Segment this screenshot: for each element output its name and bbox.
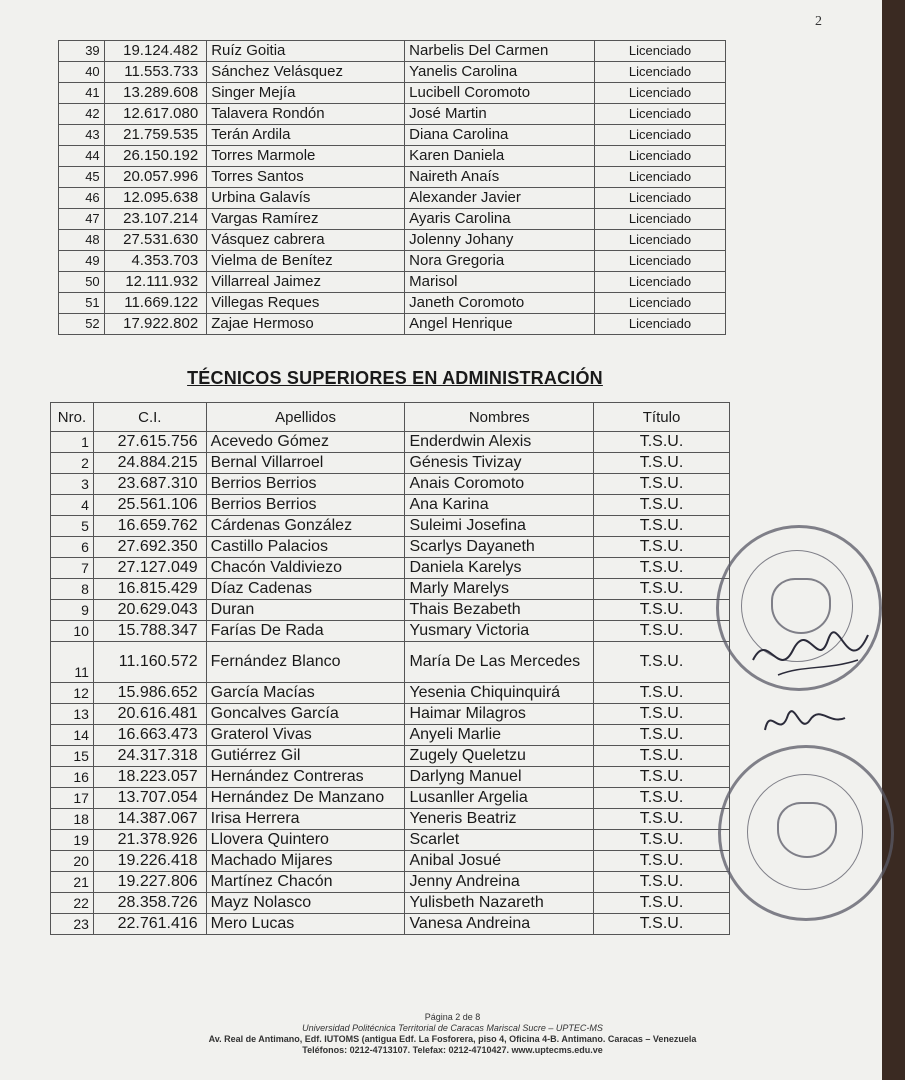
titulo-cell: T.S.U.	[594, 516, 730, 537]
table-row	[59, 83, 726, 104]
apellidos-cell: Torres Marmole	[207, 146, 405, 167]
table-row	[51, 453, 730, 474]
cedula-cell: 12.111.932	[104, 272, 207, 293]
row-number-cell: 47	[59, 209, 105, 230]
nombres-cell: Lucibell Coromoto	[405, 83, 595, 104]
table-row	[59, 314, 726, 335]
nombres-cell: José Martin	[405, 104, 595, 125]
apellidos-cell: Llovera Quintero	[206, 830, 405, 851]
titulo-cell: T.S.U.	[594, 600, 730, 621]
titulo-cell: T.S.U.	[594, 893, 730, 914]
nombres-cell: Zugely Queletzu	[405, 746, 594, 767]
titulo-cell: T.S.U.	[594, 474, 730, 495]
cedula-cell: 13.289.608	[104, 83, 207, 104]
nombres-cell: Nora Gregoria	[405, 251, 595, 272]
cedula-cell: 19.227.806	[93, 872, 206, 893]
header-nombres: Nombres	[405, 403, 594, 432]
table-row	[59, 230, 726, 251]
row-number-cell: 41	[59, 83, 105, 104]
nombres-cell: Scarlys Dayaneth	[405, 537, 594, 558]
nombres-cell: María De Las Mercedes	[405, 642, 594, 683]
table-row	[51, 621, 730, 642]
titulo-cell: Licenciado	[595, 83, 726, 104]
cedula-cell: 17.922.802	[104, 314, 207, 335]
footer-page-count: Página 2 de 8	[424, 1012, 481, 1022]
table-row	[51, 746, 730, 767]
row-number-cell: 16	[51, 767, 94, 788]
apellidos-cell: Díaz Cadenas	[206, 579, 405, 600]
titulo-cell: Licenciado	[595, 293, 726, 314]
apellidos-cell: Hernández Contreras	[206, 767, 405, 788]
nombres-cell: Marly Marelys	[405, 579, 594, 600]
nombres-cell: Ana Karina	[405, 495, 594, 516]
apellidos-cell: Graterol Vivas	[206, 725, 405, 746]
nombres-cell: Darlyng Manuel	[405, 767, 594, 788]
coat-of-arms-icon	[777, 802, 837, 858]
titulo-cell: T.S.U.	[594, 642, 730, 683]
cedula-cell: 21.378.926	[93, 830, 206, 851]
table-row	[59, 167, 726, 188]
row-number-cell: 44	[59, 146, 105, 167]
apellidos-cell: García Macías	[206, 683, 405, 704]
row-number-cell: 22	[51, 893, 94, 914]
footer-phones: Teléfonos: 0212-4713107. Telefax: 0212-4710427. www.uptecms.edu.ve	[302, 1045, 603, 1055]
cedula-cell: 24.884.215	[93, 453, 206, 474]
apellidos-cell: Mayz Nolasco	[206, 893, 405, 914]
table-row	[59, 104, 726, 125]
row-number-cell: 23	[51, 914, 94, 935]
nombres-cell: Diana Carolina	[405, 125, 595, 146]
row-number-cell: 48	[59, 230, 105, 251]
titulo-cell: T.S.U.	[594, 851, 730, 872]
nombres-cell: Narbelis Del Carmen	[405, 41, 595, 62]
nombres-cell: Jolenny Johany	[405, 230, 595, 251]
apellidos-cell: Castillo Palacios	[206, 537, 405, 558]
nombres-cell: Enderdwin Alexis	[405, 432, 594, 453]
row-number-cell: 4	[51, 495, 94, 516]
row-number-cell: 14	[51, 725, 94, 746]
row-number-cell: 20	[51, 851, 94, 872]
nombres-cell: Yulisbeth Nazareth	[405, 893, 594, 914]
apellidos-cell: Zajae Hermoso	[207, 314, 405, 335]
nombres-cell: Janeth Coromoto	[405, 293, 595, 314]
titulo-cell: T.S.U.	[594, 432, 730, 453]
apellidos-cell: Villegas Reques	[207, 293, 405, 314]
cedula-cell: 24.317.318	[93, 746, 206, 767]
apellidos-cell: Villarreal Jaimez	[207, 272, 405, 293]
titulo-cell: Licenciado	[595, 272, 726, 293]
titulo-cell: Licenciado	[595, 125, 726, 146]
row-number-cell: 18	[51, 809, 94, 830]
cedula-cell: 11.160.572	[93, 642, 206, 683]
titulo-cell: T.S.U.	[594, 683, 730, 704]
apellidos-cell: Sánchez Velásquez	[207, 62, 405, 83]
titulo-cell: T.S.U.	[594, 579, 730, 600]
row-number-cell: 50	[59, 272, 105, 293]
header-apellidos: Apellidos	[206, 403, 405, 432]
table-row	[59, 188, 726, 209]
titulo-cell: T.S.U.	[594, 495, 730, 516]
cedula-cell: 21.759.535	[104, 125, 207, 146]
cedula-cell: 14.387.067	[93, 809, 206, 830]
nombres-cell: Naireth Anaís	[405, 167, 595, 188]
nombres-cell: Anyeli Marlie	[405, 725, 594, 746]
nombres-cell: Scarlet	[405, 830, 594, 851]
row-number-cell: 52	[59, 314, 105, 335]
row-number-cell: 1	[51, 432, 94, 453]
row-number-cell: 2	[51, 453, 94, 474]
cedula-cell: 12.617.080	[104, 104, 207, 125]
apellidos-cell: Goncalves García	[206, 704, 405, 725]
cedula-cell: 19.124.482	[104, 41, 207, 62]
apellidos-cell: Acevedo Gómez	[206, 432, 405, 453]
apellidos-cell: Bernal Villarroel	[206, 453, 405, 474]
nombres-cell: Anais Coromoto	[405, 474, 594, 495]
cedula-cell: 4.353.703	[104, 251, 207, 272]
titulo-cell: T.S.U.	[594, 809, 730, 830]
table-row	[51, 474, 730, 495]
titulo-cell: Licenciado	[595, 251, 726, 272]
row-number-cell: 21	[51, 872, 94, 893]
row-number-cell: 17	[51, 788, 94, 809]
table-row	[51, 432, 730, 453]
cedula-cell: 27.692.350	[93, 537, 206, 558]
cedula-cell: 19.226.418	[93, 851, 206, 872]
cedula-cell: 16.659.762	[93, 516, 206, 537]
titulo-cell: T.S.U.	[594, 537, 730, 558]
cedula-cell: 25.561.106	[93, 495, 206, 516]
table-row	[59, 146, 726, 167]
cedula-cell: 11.553.733	[104, 62, 207, 83]
cedula-cell: 23.107.214	[104, 209, 207, 230]
table-header-row	[51, 403, 730, 432]
table-row	[51, 683, 730, 704]
apellidos-cell: Mero Lucas	[206, 914, 405, 935]
table-row	[51, 537, 730, 558]
nombres-cell: Lusanller Argelia	[405, 788, 594, 809]
titulo-cell: Licenciado	[595, 41, 726, 62]
apellidos-cell: Hernández De Manzano	[206, 788, 405, 809]
nombres-cell: Yanelis Carolina	[405, 62, 595, 83]
page-number: 2	[815, 14, 822, 29]
apellidos-cell: Talavera Rondón	[207, 104, 405, 125]
table-row	[59, 209, 726, 230]
apellidos-cell: Berrios Berrios	[206, 474, 405, 495]
table-row	[51, 809, 730, 830]
nombres-cell: Yusmary Victoria	[405, 621, 594, 642]
table-row	[59, 251, 726, 272]
apellidos-cell: Irisa Herrera	[206, 809, 405, 830]
apellidos-cell: Singer Mejía	[207, 83, 405, 104]
table-row	[51, 725, 730, 746]
table-row	[51, 872, 730, 893]
cedula-cell: 27.615.756	[93, 432, 206, 453]
cedula-cell: 22.761.416	[93, 914, 206, 935]
apellidos-cell: Ruíz Goitia	[207, 41, 405, 62]
table-row	[51, 830, 730, 851]
cedula-cell: 28.358.726	[93, 893, 206, 914]
table-row	[51, 914, 730, 935]
row-number-cell: 39	[59, 41, 105, 62]
header-titulo: Título	[594, 403, 730, 432]
cedula-cell: 20.616.481	[93, 704, 206, 725]
apellidos-cell: Cárdenas González	[206, 516, 405, 537]
nombres-cell: Vanesa Andreina	[405, 914, 594, 935]
apellidos-cell: Chacón Valdiviezo	[206, 558, 405, 579]
titulo-cell: T.S.U.	[594, 830, 730, 851]
table-row	[51, 516, 730, 537]
table-row	[59, 293, 726, 314]
cedula-cell: 15.986.652	[93, 683, 206, 704]
table-row	[51, 579, 730, 600]
titulo-cell: Licenciado	[595, 62, 726, 83]
row-number-cell: 51	[59, 293, 105, 314]
apellidos-cell: Terán Ardila	[207, 125, 405, 146]
cedula-cell: 23.687.310	[93, 474, 206, 495]
header-nro: Nro.	[51, 403, 94, 432]
row-number-cell: 19	[51, 830, 94, 851]
cedula-cell: 16.815.429	[93, 579, 206, 600]
apellidos-cell: Machado Mijares	[206, 851, 405, 872]
apellidos-cell: Duran	[206, 600, 405, 621]
cedula-cell: 20.057.996	[104, 167, 207, 188]
nombres-cell: Anibal Josué	[405, 851, 594, 872]
apellidos-cell: Vásquez cabrera	[207, 230, 405, 251]
apellidos-cell: Torres Santos	[207, 167, 405, 188]
row-number-cell: 40	[59, 62, 105, 83]
row-number-cell: 9	[51, 600, 94, 621]
nombres-cell: Yesenia Chiquinquirá	[405, 683, 594, 704]
apellidos-cell: Martínez Chacón	[206, 872, 405, 893]
apellidos-cell: Vielma de Benítez	[207, 251, 405, 272]
nombres-cell: Ayaris Carolina	[405, 209, 595, 230]
nombres-cell: Suleimi Josefina	[405, 516, 594, 537]
apellidos-cell: Gutiérrez Gil	[206, 746, 405, 767]
footer-address: Av. Real de Antimano, Edf. IUTOMS (antigua Edf. La Fosforera, piso 4, Oficina 4-B. Antimano. Caracas – Venezuela	[208, 1034, 697, 1044]
titulo-cell: T.S.U.	[594, 453, 730, 474]
nombres-cell: Daniela Karelys	[405, 558, 594, 579]
table-row	[51, 893, 730, 914]
apellidos-cell: Urbina Galavís	[207, 188, 405, 209]
apellidos-cell: Berrios Berrios	[206, 495, 405, 516]
nombres-cell: Karen Daniela	[405, 146, 595, 167]
section-title: TÉCNICOS SUPERIORES EN ADMINISTRACIÓN	[187, 368, 603, 388]
licenciados-table	[58, 40, 726, 335]
titulo-cell: Licenciado	[595, 209, 726, 230]
signature-2	[760, 700, 850, 745]
row-number-cell: 6	[51, 537, 94, 558]
apellidos-cell: Vargas Ramírez	[207, 209, 405, 230]
nombres-cell: Thais Bezabeth	[405, 600, 594, 621]
titulo-cell: Licenciado	[595, 230, 726, 251]
titulo-cell: T.S.U.	[594, 725, 730, 746]
page-footer	[0, 1012, 905, 1056]
titulo-cell: T.S.U.	[594, 704, 730, 725]
cedula-cell: 11.669.122	[104, 293, 207, 314]
table-row	[51, 495, 730, 516]
table-row	[51, 558, 730, 579]
cedula-cell: 13.707.054	[93, 788, 206, 809]
table-row	[59, 125, 726, 146]
row-number-cell: 45	[59, 167, 105, 188]
table-row	[51, 704, 730, 725]
cedula-cell: 20.629.043	[93, 600, 206, 621]
row-number-cell: 43	[59, 125, 105, 146]
table-row	[59, 62, 726, 83]
nombres-cell: Angel Henrique	[405, 314, 595, 335]
nombres-cell: Marisol	[405, 272, 595, 293]
row-number-cell: 13	[51, 704, 94, 725]
titulo-cell: Licenciado	[595, 167, 726, 188]
titulo-cell: Licenciado	[595, 146, 726, 167]
nombres-cell: Yeneris Beatriz	[405, 809, 594, 830]
apellidos-cell: Fernández Blanco	[206, 642, 405, 683]
titulo-cell: T.S.U.	[594, 788, 730, 809]
row-number-cell: 42	[59, 104, 105, 125]
apellidos-cell: Farías De Rada	[206, 621, 405, 642]
nombres-cell: Alexander Javier	[405, 188, 595, 209]
row-number-cell: 8	[51, 579, 94, 600]
cedula-cell: 27.531.630	[104, 230, 207, 251]
tsu-table	[50, 402, 730, 935]
cedula-cell: 16.663.473	[93, 725, 206, 746]
titulo-cell: T.S.U.	[594, 767, 730, 788]
row-number-cell: 12	[51, 683, 94, 704]
titulo-cell: T.S.U.	[594, 872, 730, 893]
titulo-cell: Licenciado	[595, 104, 726, 125]
cedula-cell: 12.095.638	[104, 188, 207, 209]
cedula-cell: 18.223.057	[93, 767, 206, 788]
table-row	[51, 851, 730, 872]
signature-1	[748, 620, 878, 690]
row-number-cell: 10	[51, 621, 94, 642]
titulo-cell: Licenciado	[595, 188, 726, 209]
row-number-cell: 3	[51, 474, 94, 495]
cedula-cell: 26.150.192	[104, 146, 207, 167]
titulo-cell: T.S.U.	[594, 746, 730, 767]
cedula-cell: 27.127.049	[93, 558, 206, 579]
nombres-cell: Haimar Milagros	[405, 704, 594, 725]
titulo-cell: T.S.U.	[594, 621, 730, 642]
row-number-cell: 5	[51, 516, 94, 537]
table-row	[51, 642, 730, 683]
table-row	[51, 788, 730, 809]
row-number-cell: 15	[51, 746, 94, 767]
table-row	[51, 600, 730, 621]
cedula-cell: 15.788.347	[93, 621, 206, 642]
row-number-cell: 46	[59, 188, 105, 209]
row-number-cell: 11	[51, 642, 94, 683]
titulo-cell: T.S.U.	[594, 558, 730, 579]
secretaria-seal-stamp	[718, 745, 894, 921]
table-row	[59, 272, 726, 293]
row-number-cell: 7	[51, 558, 94, 579]
footer-institution: Universidad Politécnica Territorial de Caracas Mariscal Sucre – UPTEC-MS	[302, 1023, 603, 1033]
row-number-cell: 49	[59, 251, 105, 272]
header-ci: C.I.	[93, 403, 206, 432]
titulo-cell: T.S.U.	[594, 914, 730, 935]
nombres-cell: Jenny Andreina	[405, 872, 594, 893]
titulo-cell: Licenciado	[595, 314, 726, 335]
table-row	[59, 41, 726, 62]
nombres-cell: Génesis Tivizay	[405, 453, 594, 474]
table-row	[51, 767, 730, 788]
